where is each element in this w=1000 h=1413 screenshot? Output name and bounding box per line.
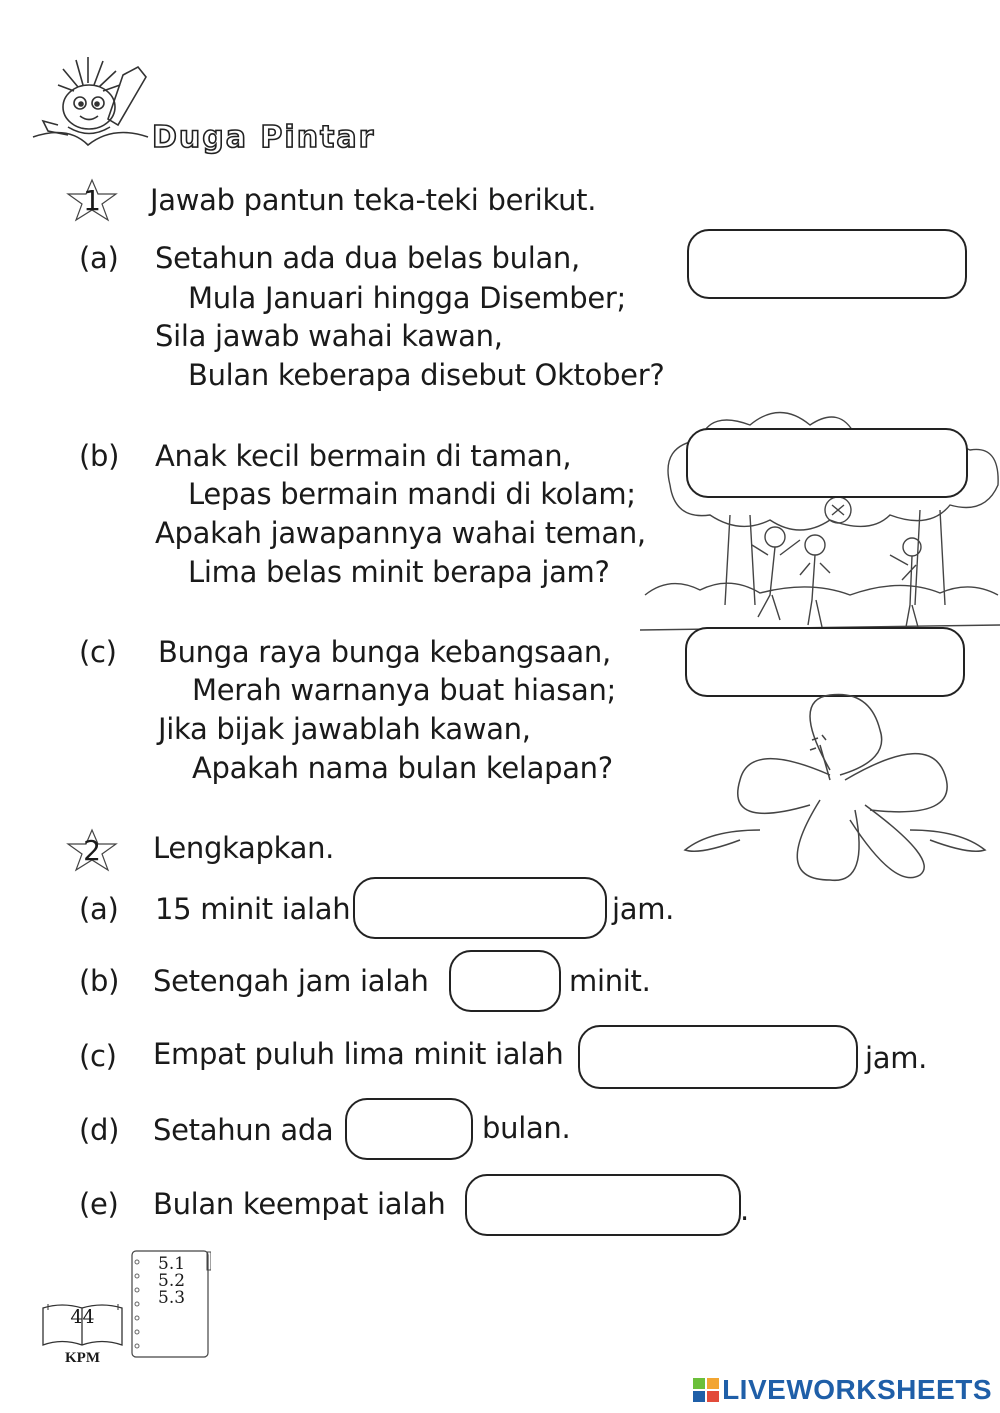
answer-box-1c[interactable] <box>685 627 965 697</box>
pantun-line: Bulan keberapa disebut Oktober? <box>188 358 665 392</box>
fill-suffix: . <box>740 1193 749 1227</box>
standard-code: 5.3 <box>158 1288 186 1308</box>
liveworksheets-logo-icon <box>692 1376 722 1404</box>
fill-prefix: Bulan keempat ialah <box>153 1187 446 1221</box>
fill-prefix: Setahun ada <box>153 1113 334 1147</box>
standard-code: 5.1 <box>158 1254 186 1274</box>
pantun-line: Lima belas minit berapa jam? <box>188 555 610 589</box>
answer-box-2c[interactable] <box>578 1025 858 1089</box>
item-label: (d) <box>79 1113 120 1147</box>
mascot-pineapple-icon <box>28 55 158 155</box>
pantun-line: Sila jawab wahai kawan, <box>155 319 503 353</box>
section2-instruction: Lengkapkan. <box>153 831 335 865</box>
star-number-2 <box>66 828 118 872</box>
pantun-line: Apakah jawapannya wahai teman, <box>155 516 646 550</box>
pantun-line: Bunga raya bunga kebangsaan, <box>158 635 611 669</box>
item-label: (c) <box>79 1039 117 1073</box>
answer-box-2b[interactable] <box>449 950 561 1012</box>
answer-box-2e[interactable] <box>465 1174 741 1236</box>
page-number-badge <box>40 1300 125 1370</box>
fill-suffix: jam. <box>865 1041 928 1075</box>
fill-suffix: bulan. <box>482 1111 571 1145</box>
page-number: 44 <box>70 1306 95 1328</box>
liveworksheets-logo <box>692 1375 992 1405</box>
section-number: 1 <box>83 184 101 217</box>
pantun-line: Setahun ada dua belas bulan, <box>155 241 580 275</box>
publisher-label: KPM <box>65 1350 100 1366</box>
watermark-text: LIVEWORKSHEETS <box>722 1374 992 1405</box>
answer-box-1a[interactable] <box>687 229 967 299</box>
pantun-line: Mula Januari hingga Disember; <box>188 281 626 315</box>
fill-prefix: Empat puluh lima minit ialah <box>153 1037 564 1071</box>
pantun-line: Anak kecil bermain di taman, <box>155 439 572 473</box>
answer-box-2a[interactable] <box>353 877 607 939</box>
item-label: (e) <box>79 1187 119 1221</box>
hibiscus-flower-illustration <box>680 690 990 890</box>
fill-prefix: 15 minit ialah <box>155 892 351 926</box>
fill-prefix: Setengah jam ialah <box>153 964 429 998</box>
pantun-line: Jika bijak jawablah kawan, <box>158 712 531 746</box>
section-number: 2 <box>83 834 101 867</box>
answer-box-2d[interactable] <box>345 1098 473 1160</box>
standards-reference <box>131 1250 211 1360</box>
answer-box-1b[interactable] <box>686 428 968 498</box>
item-label: (b) <box>79 439 120 473</box>
star-number-1 <box>66 178 118 222</box>
item-label: (a) <box>79 241 119 275</box>
fill-suffix: minit. <box>569 964 651 998</box>
page-title: Duga Pintar <box>152 120 376 155</box>
pantun-line: Merah warnanya buat hiasan; <box>192 673 617 707</box>
item-label: (c) <box>79 635 117 669</box>
pantun-line: Lepas bermain mandi di kolam; <box>188 477 636 511</box>
section1-instruction: Jawab pantun teka-teki berikut. <box>150 183 597 217</box>
pantun-line: Apakah nama bulan kelapan? <box>192 751 613 785</box>
fill-suffix: jam. <box>612 892 675 926</box>
item-label: (a) <box>79 892 119 926</box>
item-label: (b) <box>79 964 120 998</box>
standard-code: 5.2 <box>158 1271 186 1291</box>
